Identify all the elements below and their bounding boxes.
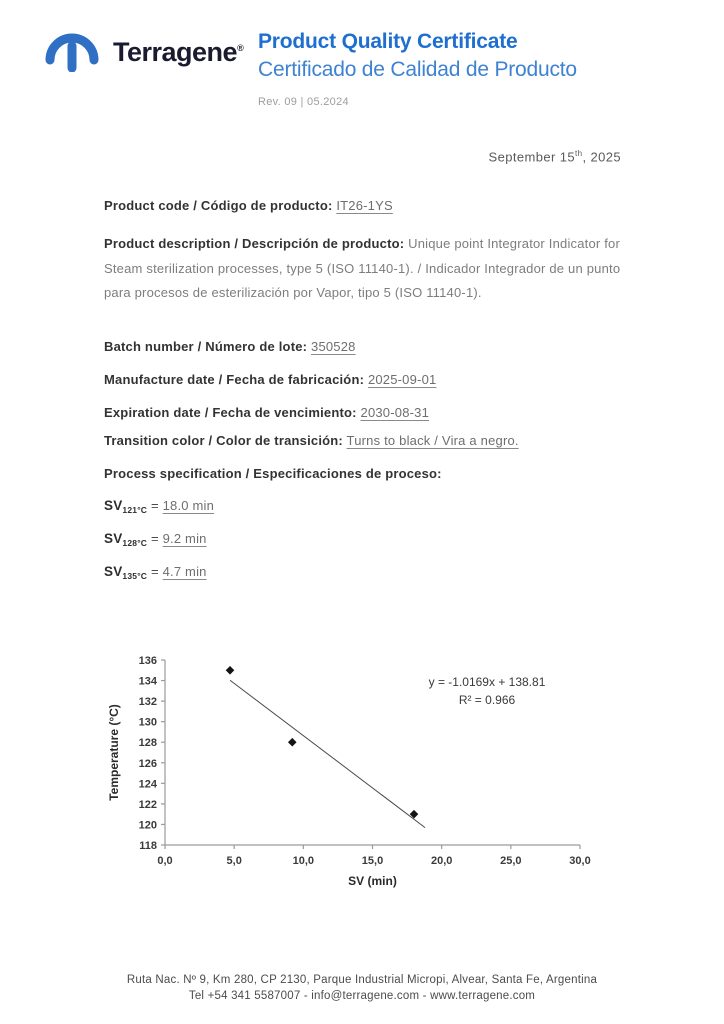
svg-text:118: 118 <box>139 840 157 852</box>
document-body <box>104 146 621 597</box>
svg-text:25,0: 25,0 <box>500 855 522 867</box>
field-transition-color: Transition color / Color de transición: Turns to black / Vira a negro. <box>104 432 519 448</box>
expiration-date-value: 2030-08-31 <box>360 404 430 420</box>
field-process-specification: Process specification / Especificaciones de proceso: <box>104 465 442 481</box>
date-ordinal: th <box>574 149 583 158</box>
transition-color-value: Turns to black / Vira a negro. <box>346 432 519 448</box>
batch-number-value: 350528 <box>311 338 356 354</box>
header-logo <box>44 28 243 77</box>
svg-text:136: 136 <box>138 655 157 667</box>
field-product-description: Product description / Descripción de producto: Unique point Integrator Indicator for Steam sterilization processes, type 5 (ISO 11140-1). / Indicador Integrador de un punto para procesos de esterilización por Vapor, tipo 5 (ISO 11140-1). <box>104 236 621 301</box>
svg-text:20,0: 20,0 <box>430 855 453 867</box>
title-block <box>258 30 577 108</box>
website-link[interactable]: www.terragene.com <box>430 990 536 1002</box>
terragene-arch-icon <box>44 28 100 77</box>
field-label: Process specification / Especificaciones de proceso <box>104 465 438 481</box>
footer-contact: Tel +54 341 5587007 - info@terragene.com - www.terragene.com <box>188 990 536 1002</box>
field-manufacture-date: Manufacture date / Fecha de fabricación: 2025-09-01 <box>104 371 437 387</box>
sv-135-value: 4.7 min <box>162 563 207 579</box>
svg-text:0,0: 0,0 <box>157 855 173 867</box>
field-product-code: Product code / Código de producto: IT26-1YS <box>104 198 393 214</box>
svg-text:y = -1.0169x + 138.81: y = -1.0169x + 138.81 <box>428 675 546 689</box>
sv-128-value: 9.2 min <box>162 530 207 546</box>
svg-text:Temperature (°C): Temperature (°C) <box>107 704 121 801</box>
field-label: Batch number / Número de lote <box>104 338 303 354</box>
svg-text:10,0: 10,0 <box>292 855 315 867</box>
svg-text:132: 132 <box>138 696 157 709</box>
sv-value-128: $SV_{128^\circ C} = 9.2$ min <box>104 530 207 548</box>
document-footer <box>0 972 724 1004</box>
sv-temperature-chart <box>100 648 600 908</box>
page-title-es: Certificado de Calidad de Producto <box>258 58 577 81</box>
field-label: Product description / Descripción de producto <box>104 236 400 252</box>
svg-text:30,0: 30,0 <box>569 855 591 867</box>
field-label: Product code / Código de producto <box>104 198 328 214</box>
field-label: Manufacture date / Fecha de fabricación <box>104 371 360 387</box>
svg-text:122: 122 <box>138 798 157 811</box>
svg-text:126: 126 <box>138 757 157 770</box>
sv-value-121: $SV_{121^\circ C} = 18.0$ min <box>104 497 215 515</box>
product-description-value: Unique point Integrator Indicator for Steam sterilization processes, type 5 (ISO 11140-1). / Indicador Integrador de un punto para procesos de esterilización por Vapor, tipo 5 (ISO 11140-1). <box>104 236 621 301</box>
brand-name: Terragene® <box>113 37 244 67</box>
sv-value-135: $SV_{135^\circ C} = 4.7$ min <box>104 563 207 581</box>
footer-address: Ruta Nac. Nº 9, Km 280, CP 2130, Parque Industrial Micropi, Alvear, Santa Fe, Argentina <box>126 974 598 986</box>
revision-label: Rev. 09 | 05.2024 <box>258 96 349 108</box>
svg-text:15,0: 15,0 <box>361 855 384 867</box>
svg-text:124: 124 <box>138 778 157 791</box>
manufacture-date-value: 2025-09-01 <box>367 371 437 387</box>
svg-text:R² = 0.966: R² = 0.966 <box>458 693 516 707</box>
field-label: Transition color / Color de transición <box>104 432 339 448</box>
email-link[interactable]: info@terragene.com <box>311 990 420 1002</box>
field-expiration-date: Expiration date / Fecha de vencimiento: 2030-08-31 <box>104 404 430 420</box>
svg-text:5,0: 5,0 <box>226 855 242 867</box>
field-label: Expiration date / Fecha de vencimiento <box>104 404 353 420</box>
page-title-en: Product Quality Certificate <box>258 30 518 53</box>
svg-text:120: 120 <box>138 819 157 832</box>
svg-text:130: 130 <box>138 716 157 729</box>
svg-text:134: 134 <box>138 675 157 688</box>
field-batch-number: Batch number / Número de lote: 350528 <box>104 338 356 354</box>
product-code-value: IT26-1YS <box>336 198 393 214</box>
sv-121-value: 18.0 min <box>162 497 215 513</box>
svg-text:SV (min): SV (min) <box>348 874 397 888</box>
document-date: September 15th, 2025 <box>488 149 621 165</box>
svg-text:128: 128 <box>138 737 157 750</box>
registered-mark: ® <box>237 43 244 53</box>
